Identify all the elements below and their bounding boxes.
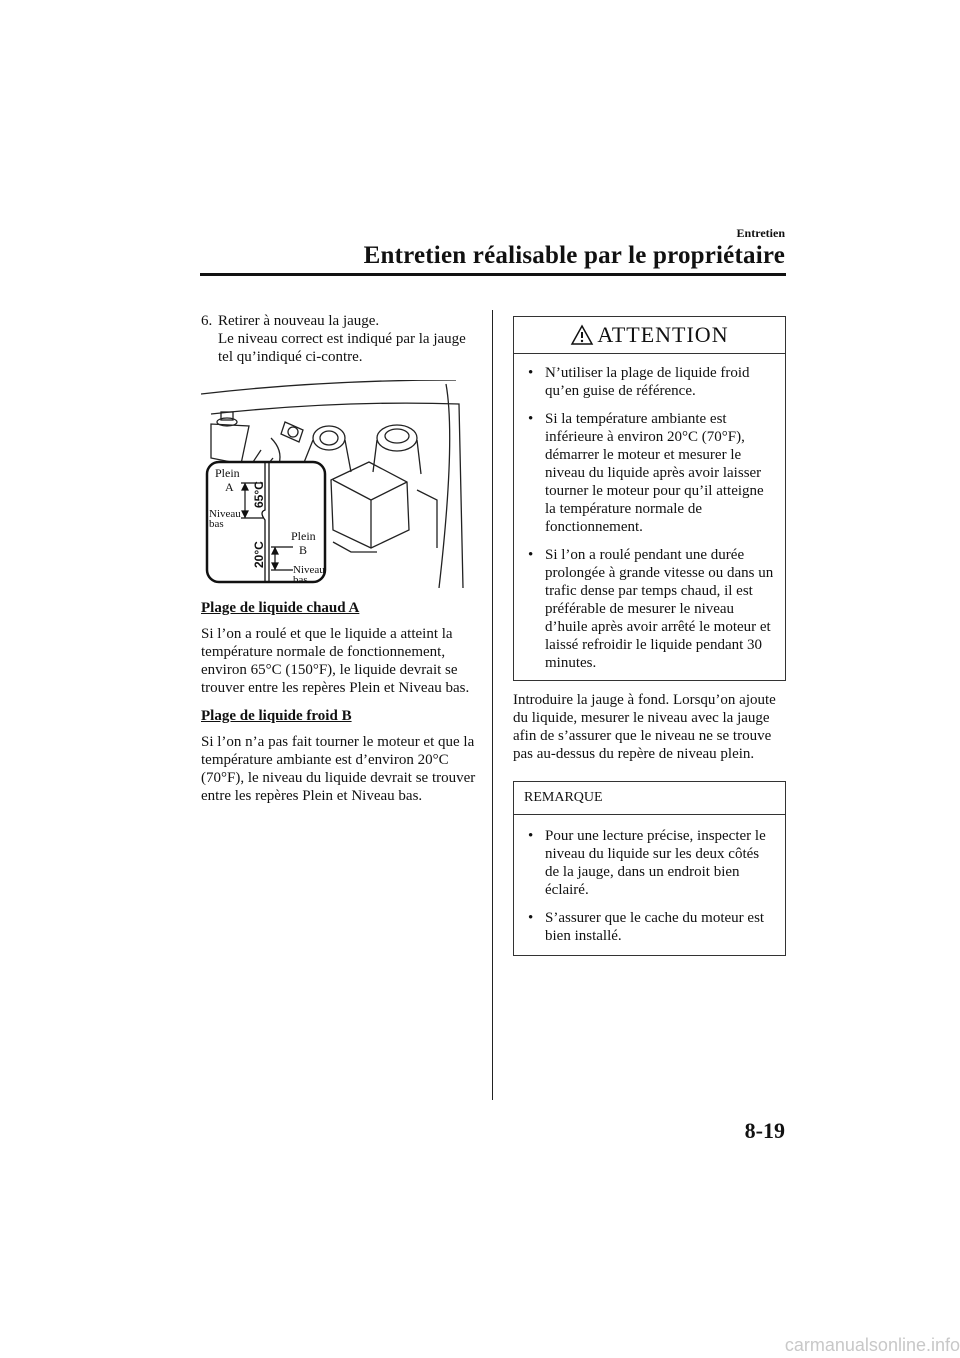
page-number: 8-19 xyxy=(744,1118,785,1143)
note-title: REMARQUE xyxy=(514,782,785,815)
attention-bullet: • Si l’on a roulé pendant une durée prolongée à grande vitesse ou dans un trafic dense par temps chaud, il est préférable de mesurer le niveau d’huile après avoir arrêté le moteur et laissé refroidir le liquide pendant 30 minutes. xyxy=(528,547,774,671)
left-column xyxy=(201,312,481,815)
attention-title: ATTENTION xyxy=(597,322,729,347)
right-column xyxy=(513,316,786,956)
header-divider xyxy=(200,273,786,276)
watermark: carmanualsonline.info xyxy=(784,1335,960,1355)
label-niveau-b: Niveau xyxy=(293,564,325,576)
label-niveau-a: Niveau xyxy=(209,508,241,520)
attention-box xyxy=(513,316,786,681)
note-box xyxy=(513,781,786,956)
label-a: A xyxy=(225,480,234,494)
step-text: Retirer à nouveau la jauge. xyxy=(218,313,380,329)
dipstick-illustration xyxy=(201,380,466,588)
temp-hot-label: 65°C xyxy=(252,481,266,508)
warning-triangle-icon xyxy=(570,324,594,346)
column-divider xyxy=(492,310,493,1100)
cold-range-text: Si l’on n’a pas fait tourner le moteur et que la température ambiante est d’environ 20°C (70°F), le niveau du liquide devrait se trouver entre les repères Plein et Niveau bas. xyxy=(201,734,476,804)
note-bullet: • Pour une lecture précise, inspecter le niveau du liquide sur les deux côtés de la jauge, dans un endroit bien éclairé. xyxy=(528,828,766,898)
dipstick-instructions: Introduire la jauge à fond. Lorsqu’on ajoute du liquide, mesurer le niveau avec la jauge afin de s’assurer que le niveau ne se trouve pas au-dessus du repère de niveau plein. xyxy=(513,692,776,762)
hot-range-text: Si l’on a roulé et que le liquide a atteint la température normale de fonctionnement, environ 65°C (150°F), le liquide devrait se trouver entre les repères Plein et Niveau bas. xyxy=(201,626,470,696)
attention-bullet: • Si la température ambiante est inférieure à environ 20°C (70°F), démarrer le moteur et mesurer le niveau du liquide après avoir laisser tourner le moteur pour qu’il atteigne la température normale de fonctionnement. xyxy=(528,411,764,535)
step-6 xyxy=(201,312,481,366)
label-bas-a: bas xyxy=(209,518,224,530)
attention-bullet: • N’utiliser la plage de liquide froid qu’en guise de référence. xyxy=(528,365,750,399)
page-title: Entretien réalisable par le propriétaire xyxy=(363,242,785,269)
step-number: 6. xyxy=(201,313,213,329)
temp-cold-label: 20°C xyxy=(252,541,266,568)
hot-range-heading: Plage de liquide chaud A xyxy=(201,600,360,616)
attention-header xyxy=(514,317,785,354)
label-bas-b: bas xyxy=(293,574,308,586)
step-subtext: Le niveau correct est indiqué par la jauge tel qu’indiqué ci-contre. xyxy=(218,331,466,365)
cold-range-heading: Plage de liquide froid B xyxy=(201,708,352,724)
label-plein-b: Plein xyxy=(291,529,316,543)
note-bullet: • S’assurer que le cache du moteur est bien installé. xyxy=(528,910,765,944)
section-label: Entretien xyxy=(736,226,785,240)
label-plein-a: Plein xyxy=(215,466,240,480)
label-b: B xyxy=(299,543,308,557)
